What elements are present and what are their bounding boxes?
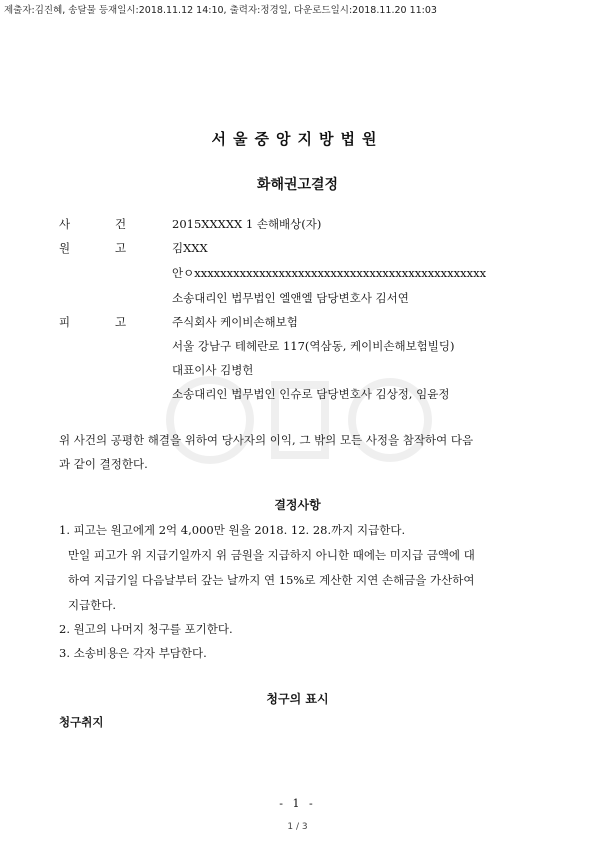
plaintiff-label-1: 원 xyxy=(59,241,71,255)
defendant-label-2: 고 xyxy=(115,315,127,329)
decision-item-3: 3. 소송비용은 각자 부담한다. xyxy=(59,646,207,660)
case-number: 2015XXXXX 1 손해배상(자) xyxy=(172,217,322,231)
plaintiff-attorney: 소송대리인 법무법인 엘앤엘 담당변호사 김서연 xyxy=(172,291,409,305)
claim-subtitle: 청구취지 xyxy=(59,715,104,729)
document-title: 화해권고결정 xyxy=(256,177,339,193)
decision-item-1-cont-1: 만일 피고가 위 지급기일까지 위 금원을 지급하지 아니한 때에는 미지급 금액에 대 xyxy=(68,548,475,562)
case-label-2: 건 xyxy=(115,217,127,231)
defendant-name: 주식회사 케이비손해보험 xyxy=(172,315,298,329)
claim-title: 청구의 표시 xyxy=(266,692,329,706)
defendant-address: 서울 강남구 테헤란로 117(역삼동, 케이비손해보험빌딩) xyxy=(172,339,455,353)
plaintiff-name: 김XXX xyxy=(172,241,208,255)
intro-line-2: 과 같이 결정한다. xyxy=(59,457,148,471)
decision-item-1: 1. 피고는 원고에게 2억 4,000만 원을 2018. 12. 28.까지 지급한다. xyxy=(59,523,406,537)
case-label-1: 사 xyxy=(59,217,71,231)
decision-item-2: 2. 원고의 나머지 청구를 포기한다. xyxy=(59,622,233,636)
defendant-label-1: 피 xyxy=(59,315,71,329)
defendant-representative: 대표이사 김병헌 xyxy=(172,363,254,377)
plaintiff-label-2: 고 xyxy=(115,241,127,255)
court-name: 서울중앙지방법원 xyxy=(211,130,384,148)
court-watermark xyxy=(150,360,450,480)
page-count: 1 / 3 xyxy=(287,822,308,832)
decision-title: 결정사항 xyxy=(274,498,321,512)
decision-item-1-cont-3: 지급한다. xyxy=(68,598,117,612)
intro-line-1: 위 사건의 공평한 해결을 위하여 당사자의 이익, 그 밖의 모든 사정을 참작하여 다음 xyxy=(59,433,474,447)
plaintiff-address: 안ㅇxxxxxxxxxxxxxxxxxxxxxxxxxxxxxxxxxxxxxxxxxxxxx xyxy=(172,266,487,280)
decision-item-1-cont-2: 하여 지급기일 다음날부터 갚는 날까지 연 15%로 계산한 지연 손해금을 가산하여 xyxy=(68,573,475,587)
defendant-attorney: 소송대리인 법무법인 인슈로 담당변호사 김상정, 임윤정 xyxy=(172,387,450,401)
submission-header: 제출자:김진혜, 송달물 등재일시:2018.11.12 14:10, 출력자:정경일, 다운로드일시:2018.11.20 11:03 xyxy=(4,5,437,16)
page-number: - 1 - xyxy=(279,797,316,810)
